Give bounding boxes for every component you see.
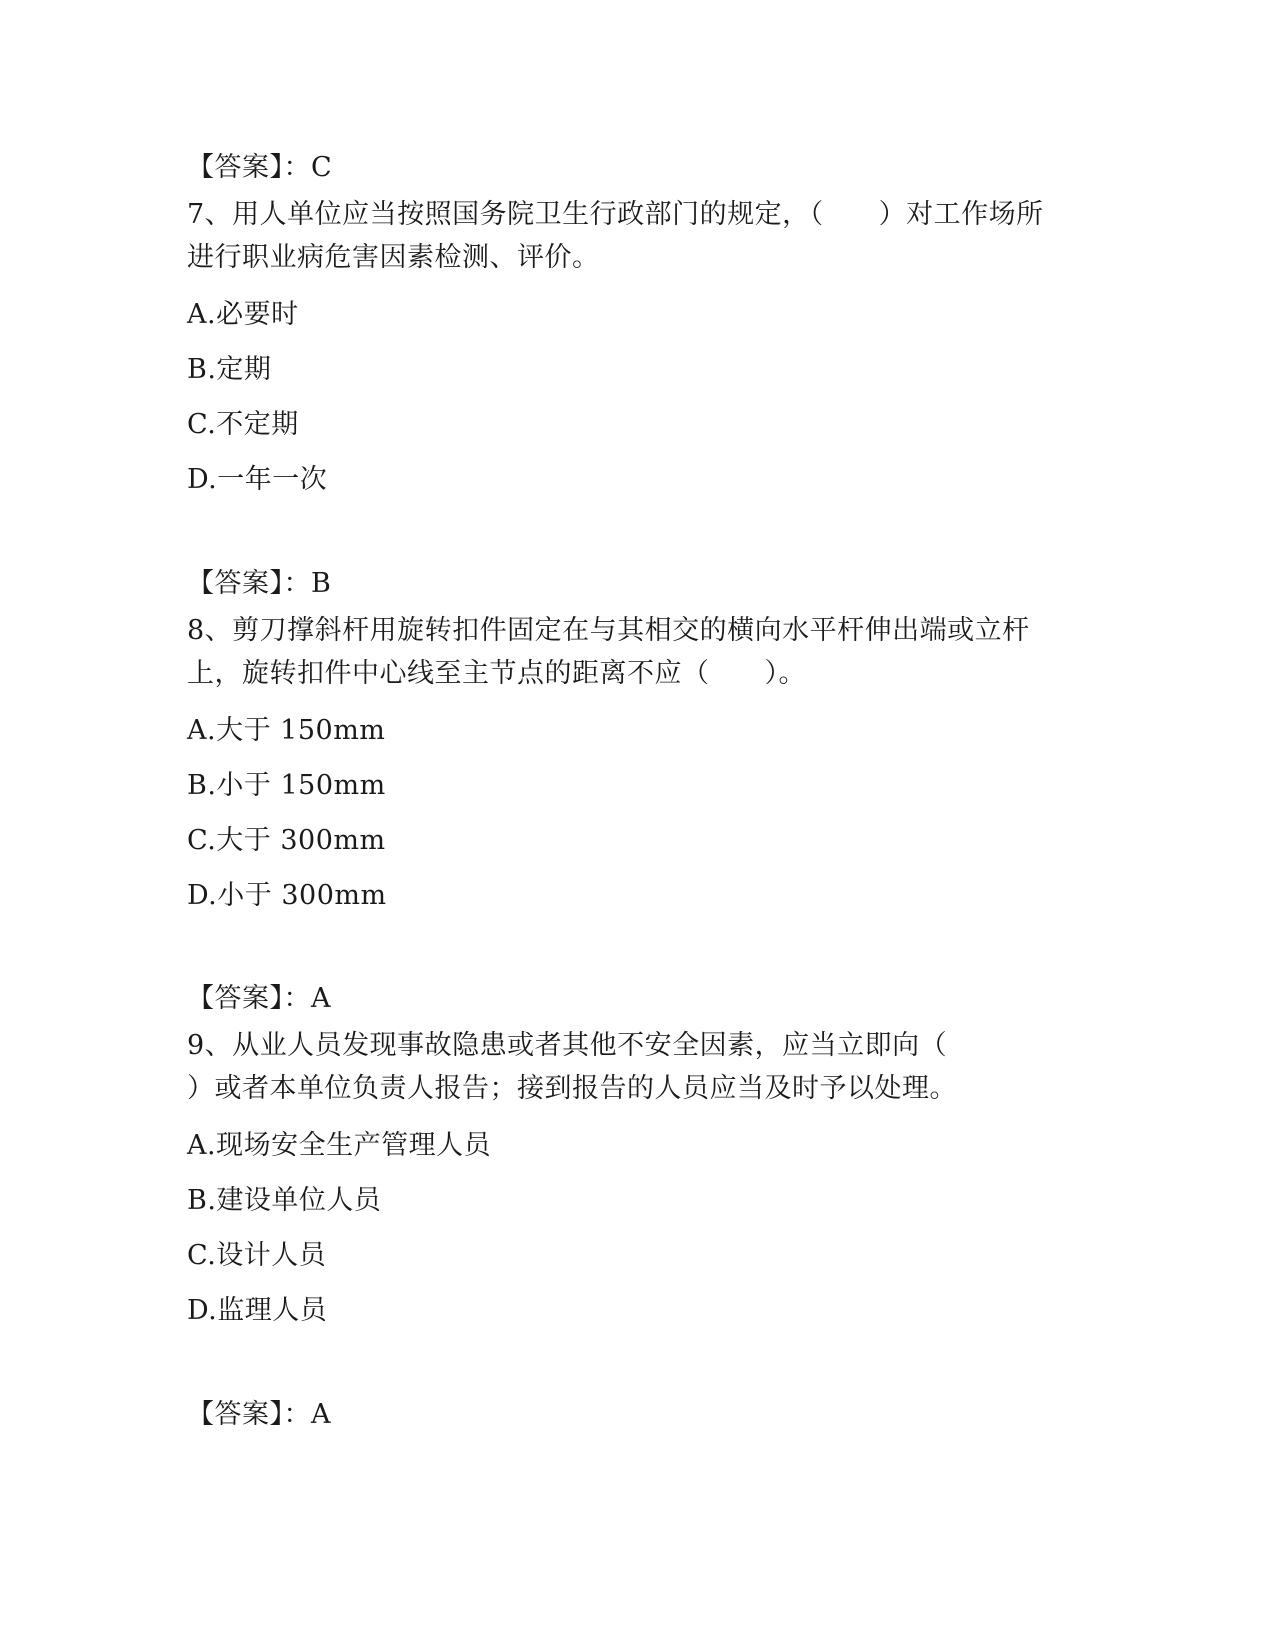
question-8-option-c: C.大于 300mm: [187, 825, 386, 856]
answer-label: 【答案】：B: [187, 568, 332, 599]
question-8-option-a: A.大于 150mm: [187, 715, 386, 746]
question-8-stem-line-2: 上，旋转扣件中心线至主节点的距离不应（ ）。: [187, 658, 806, 689]
question-7-option-c: C.不定期: [187, 409, 299, 440]
question-8-stem-line-1: 8、剪刀撑斜杆用旋转扣件固定在与其相交的横向水平杆伸出端或立杆: [187, 615, 1030, 646]
question-7-stem-line-2: 进行职业病危害因素检测、评价。: [187, 242, 600, 273]
question-7-stem-line-1: 7、用人单位应当按照国务院卫生行政部门的规定，（ ）对工作场所: [187, 199, 1044, 230]
question-8-option-b: B.小于 150mm: [187, 770, 386, 801]
answer-label: 【答案】：C: [187, 152, 333, 183]
answer-label: 【答案】：A: [187, 1399, 331, 1430]
question-7-option-b: B.定期: [187, 354, 272, 385]
question-9-option-a: A.现场安全生产管理人员: [187, 1130, 492, 1161]
question-9-stem-line-1: 9、从业人员发现事故隐患或者其他不安全因素，应当立即向（: [187, 1030, 948, 1061]
question-7-option-d: D.一年一次: [187, 464, 328, 495]
question-9-option-d: D.监理人员: [187, 1295, 328, 1326]
question-9-option-c: C.设计人员: [187, 1240, 327, 1271]
answer-label: 【答案】：A: [187, 983, 331, 1014]
question-9-stem-line-2: ）或者本单位负责人报告；接到报告的人员应当及时予以处理。: [187, 1073, 957, 1104]
question-8-option-d: D.小于 300mm: [187, 880, 387, 911]
question-7-option-a: A.必要时: [187, 299, 299, 330]
question-9-option-b: B.建设单位人员: [187, 1185, 382, 1216]
